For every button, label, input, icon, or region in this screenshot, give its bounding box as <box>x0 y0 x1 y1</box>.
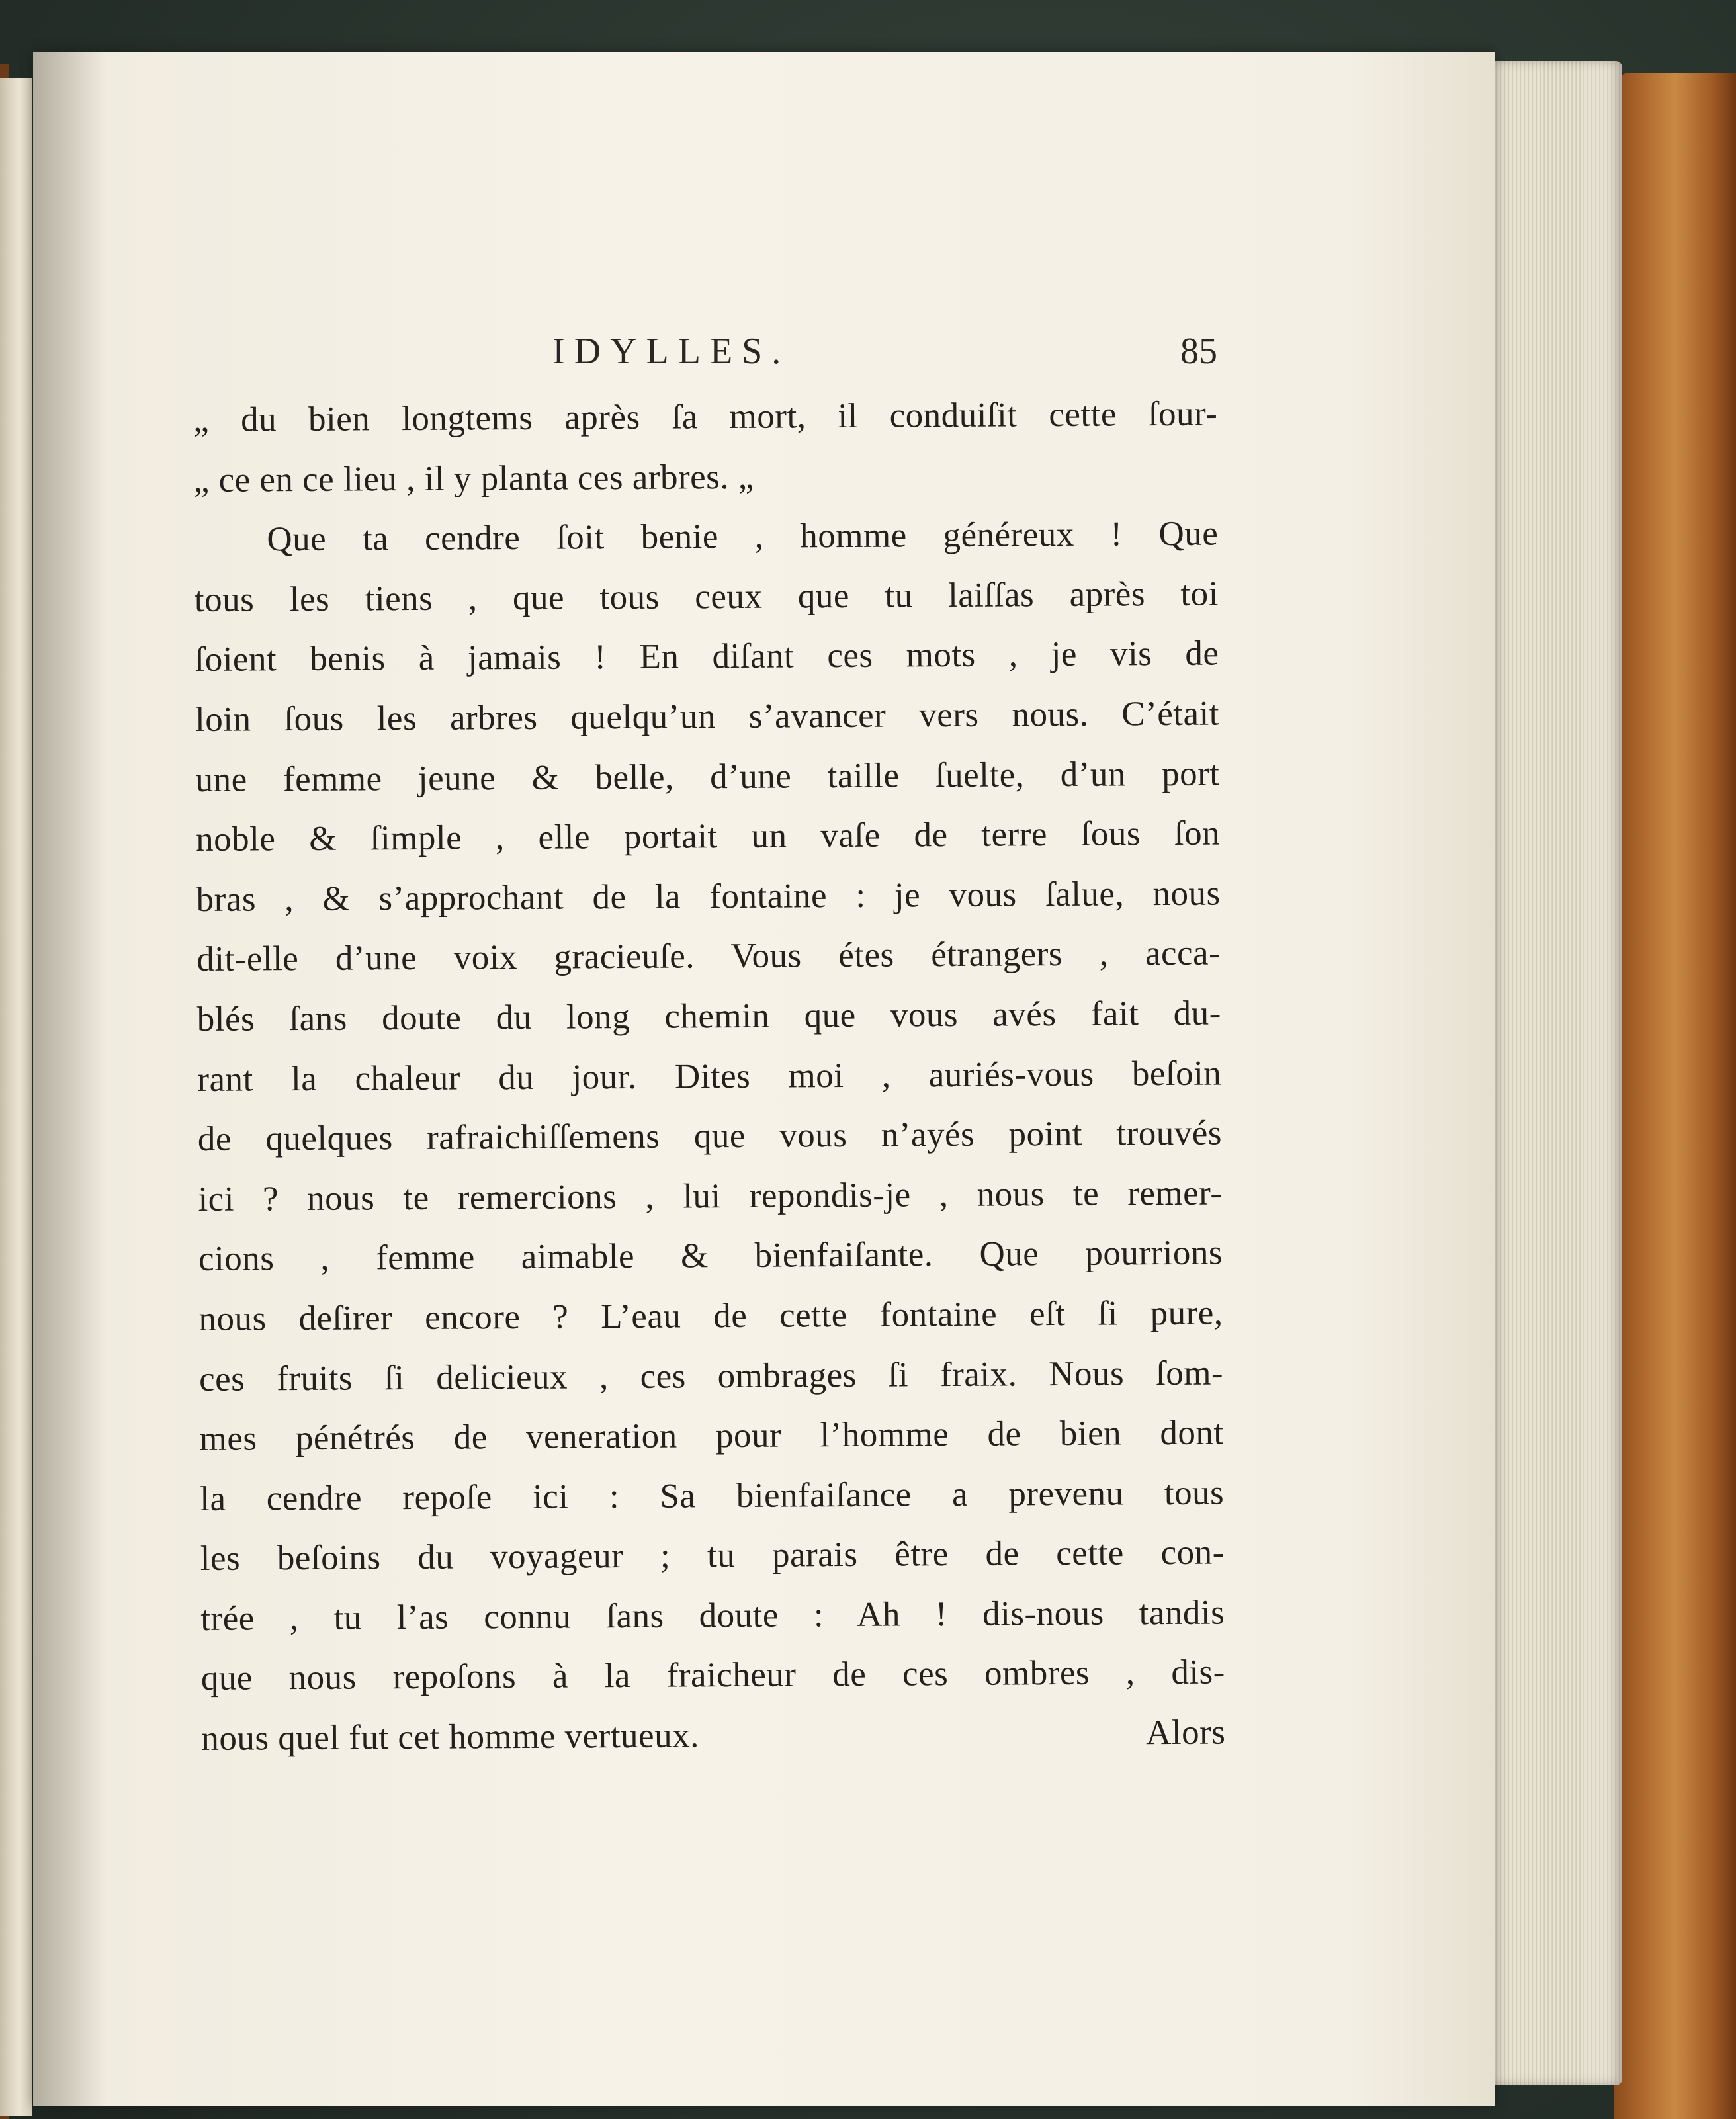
text-line: bras , & s’approchant de la fontaine : je vous ſalue, nous <box>196 874 1221 919</box>
text-line: ici ? nous te remercions , lui repondis-je , nous te remer- <box>198 1174 1223 1219</box>
text-line: Que ta cendre ſoit benie , homme généreux ! Que <box>267 514 1219 559</box>
text-line: que nous repoſons à la fraicheur de ces ombres , dis- <box>200 1653 1226 1698</box>
page-number: 85 <box>1180 331 1217 372</box>
body-text <box>193 384 1226 1769</box>
text-line: noble & ſimple , elle portait un vaſe de terre ſous ſon <box>195 814 1221 859</box>
text-line: de quelques rafraichiſſemens que vous n’ayés point trouvés <box>197 1113 1223 1159</box>
text-line: „ du bien longtems après ſa mort, il conduiſit cette ſour- <box>193 394 1218 439</box>
last-line-text: nous quel fut cet homme vertueux. <box>201 1716 700 1758</box>
text-line: la cendre repoſe ici : Sa bienfaiſance a prevenu tous <box>200 1473 1225 1518</box>
text-line: rant la chaleur du jour. Dites moi , auriés-vous beſoin <box>197 1054 1222 1099</box>
text-line: trée , tu l’as connu ſans doute : Ah ! dis-nous tandis <box>200 1593 1225 1638</box>
text-line: ces fruits ſi delicieux , ces ombrages ſi fraix. Nous ſom- <box>198 1354 1224 1399</box>
text-line: cions , femme aimable & bienfaiſante. Que pourrions <box>198 1233 1223 1279</box>
left-page-edge <box>0 78 32 2116</box>
running-header <box>198 328 1217 374</box>
text-line: tous les tiens , que tous ceux que tu laiſſas après toi <box>194 574 1219 619</box>
leather-cover <box>1614 73 1736 2119</box>
text-line: blés ſans doute du long chemin que vous avés fait du- <box>196 994 1221 1039</box>
last-text-line <box>201 1703 1226 1769</box>
text-line: une femme jeune & belle, d’une taille ſuelte, d’un port <box>195 754 1220 799</box>
text-line: mes pénétrés de veneration pour l’homme de bien dont <box>199 1413 1224 1459</box>
catchword: Alors <box>1145 1713 1226 1752</box>
text-line: les beſoins du voyageur ; tu parais être de cette con- <box>200 1533 1225 1578</box>
text-line: nous deſirer encore ? L’eau de cette fontaine eſt ſi pure, <box>198 1293 1223 1338</box>
running-title: IDYLLES. <box>552 331 791 372</box>
text-line: „ ce en ce lieu , il y planta ces arbres. „ <box>193 457 754 499</box>
text-line: dit-elle d’une voix gracieuſe. Vous étes étrangers , acca- <box>196 933 1221 979</box>
text-line: loin ſous les arbres quelqu’un s’avancer vers nous. C’était <box>195 694 1220 739</box>
page-fore-edge <box>1490 61 1622 2085</box>
text-line: ſoient benis à jamais ! En diſant ces mots , je vis de <box>195 634 1219 679</box>
